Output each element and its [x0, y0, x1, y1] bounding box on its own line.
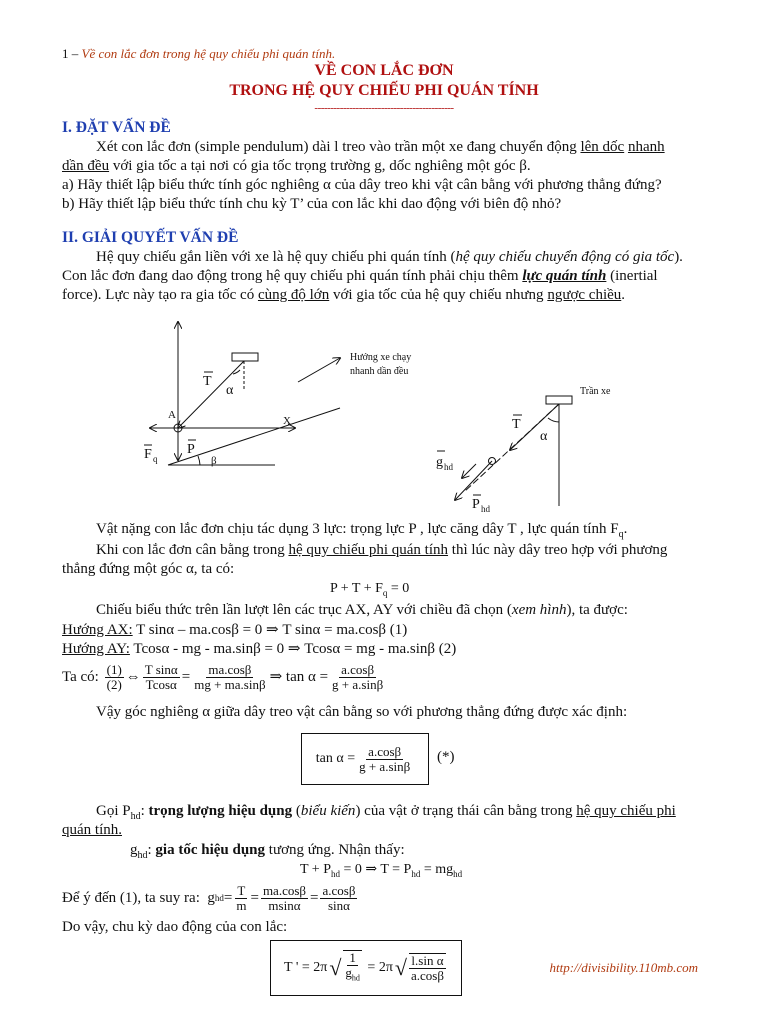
question-a: a) Hãy thiết lập biểu thức tính góc nghiêng α của dây treo khi vật cân bằng với phương thẳng đứng? [62, 177, 662, 193]
section-2-para-line-1: Hệ quy chiếu gắn liền với xe là hệ quy chiếu phi quán tính (hệ quy chiếu chuyển động có gia tốc). [96, 249, 683, 265]
pendulum-figure [0, 310, 768, 520]
header-number: 1 – [62, 46, 82, 61]
period-intro: Do vậy, chu kỳ dao động của con lắc: [62, 919, 288, 935]
label-Fq-sub: q [153, 454, 158, 464]
car-ceiling [546, 396, 572, 404]
equilibrium-intro-2: thẳng đứng một góc α, ta có: [62, 561, 235, 577]
question-b: b) Hãy thiết lập biểu thức tính chu kỳ T’ của con lắc khi dao động với biên độ nhỏ? [62, 196, 562, 212]
label-beta: β [211, 455, 217, 467]
projection-intro: Chiếu biểu thức trên lần lượt lên các trục AX, AY với chiều đã chọn (xem hình), ta được: [96, 602, 628, 618]
phd-definition-2: quán tính. [62, 822, 122, 838]
label-X: X [283, 415, 291, 427]
vector-equation: $P + T + F_q = 0$ [330, 581, 410, 598]
label-ghd: g [436, 455, 443, 470]
car-direction-arrow [298, 358, 340, 382]
boxed-result: tan α = $\frac{a.\cos\beta}{g + a.\sin\beta}$ [301, 733, 429, 785]
section-2-para-line-3: force). Lực này tạo ra gia tốc có cùng độ lớn với gia tốc của hệ quy chiếu nhưng ngược chiều. [62, 287, 626, 303]
star-label: (*) [437, 749, 455, 765]
frac-1-2: $\frac{(1)}{(2)}$ [106, 661, 122, 692]
ceiling-mount [232, 353, 258, 361]
label-ceiling: Trần xe [580, 386, 611, 397]
section-2-para-line-2: Con lắc đơn đang dao động trong hệ quy chiếu phi quán tính phải chịu thêm lực quán tính (inertial [62, 268, 658, 284]
section-1-heading: I. ĐẶT VẤN ĐỀ [62, 119, 171, 136]
phd-definition: Gọi $P_{hd}$: trọng lượng hiệu dụng (biểu kiến) của vật ở trạng thái cân bằng trong hệ quy chiếu phi [96, 803, 676, 822]
boxed-period: T ' = 2π √ $\frac{1}{g_{hd}}$ = 2π √ $\frac{\text{l.sin α}}{a.\cos\beta}$ [270, 940, 462, 996]
frac-tan-result: $\frac{a.\cos\beta}{g + a.\sin\beta}$ [332, 661, 384, 692]
title-line-1: VỀ CON LẮC ĐƠN [314, 62, 454, 79]
section-1-para-line-1: Xét con lắc đơn (simple pendulum) dài l treo vào trần một xe đang chuyển động lên dốc nhanh [96, 139, 665, 155]
header-text: Về con lắc đơn trong hệ quy chiếu phi quán tính. [81, 46, 336, 61]
frac-macos: $\frac{ma.\cos\beta}{mg + ma.\sin\beta}$ [194, 661, 266, 692]
label-Phd: P [472, 497, 480, 512]
label-alpha-right: α [540, 429, 548, 444]
running-header [62, 44, 335, 63]
label-P: P [187, 442, 195, 457]
conclusion-line: Vậy góc nghiêng α giữa dây treo vật cân bằng so với phương thẳng đứng được xác định: [96, 704, 628, 720]
ghd-definition: $g_{hd}$: gia tốc hiệu dụng tương ứng. Nhận thấy: [130, 842, 405, 861]
label-Phd-sub: hd [481, 504, 490, 514]
effective-gravity-vector [462, 464, 476, 478]
string-tension [178, 361, 244, 428]
label-T: T [203, 374, 212, 389]
car-direction-label-2: nhanh dần đều [350, 366, 409, 377]
title-divider: -------------------------------------------- [314, 102, 454, 114]
equilibrium-intro-1: Khi con lắc đơn cân bằng trong hệ quy chiếu phi quán tính thì lúc này dây treo hợp với phương [96, 542, 668, 558]
label-ghd-sub: hd [444, 462, 453, 472]
title-line-2: TRONG HỆ QUY CHIẾU PHI QUÁN TÍNH [229, 82, 539, 99]
ratio-equation: Ta có: $\frac{(1)}{(2)}$ ⇔ $\frac{\text{T sinα}}{Tcos\alpha}$ = $\frac{ma.\cos\beta}{mg + ma.\sin\beta}$ ⇒ tan α = $\frac{a.\cos\beta}{g + a.\sin\beta}$ [62, 661, 384, 692]
section-2-heading: II. GIẢI QUYẾT VẤN ĐỀ [62, 229, 239, 246]
frac-tsin-tcos: $\frac{\text{T sinα}}{Tcos\alpha}$ [144, 661, 178, 692]
boxed-fraction: $\frac{a.\cos\beta}{g + a.\sin\beta}$ [359, 743, 411, 774]
footer-url: http://divisibility.110mb.com [549, 960, 698, 975]
right-diagram [455, 396, 572, 506]
car-direction-label-1: Hướng xe chạy [350, 352, 412, 363]
effective-weight-equation: $T + P_{hd} = 0$ ⇒ $T = P_{hd} = mg_{hd}$ [300, 862, 463, 879]
forces-line: Vật nặng con lắc đơn chịu tác dụng 3 lực: trọng lực P , lực căng dây T , lực quán tính $F_q$. [96, 521, 628, 540]
left-diagram [150, 322, 340, 465]
section-1-para-line-2: dần đều với gia tốc a tại nơi có gia tốc trọng trường g, dốc nghiêng một góc β. [62, 158, 531, 174]
label-alpha: α [226, 383, 234, 398]
ay-equation: Hướng AY: Tcosα - mg - ma.sinβ = 0 ⇒ Tcosα = mg - ma.sinβ (2) [62, 641, 457, 657]
label-Fq: F [144, 447, 152, 462]
ax-equation: Hướng AX: T sinα – ma.cosβ = 0 ⇒ T sinα = ma.cosβ (1) [62, 622, 408, 638]
label-A: A [168, 409, 176, 421]
ghd-equation: Để ý đến (1), ta suy ra: g hd = $\frac{T}{m}$ = $\frac{ma.\cos\beta}{msin\alpha}$ = $\frac{a.\cos\beta}{\sin\alpha}$ [62, 882, 356, 913]
label-T-right: T [512, 417, 521, 432]
